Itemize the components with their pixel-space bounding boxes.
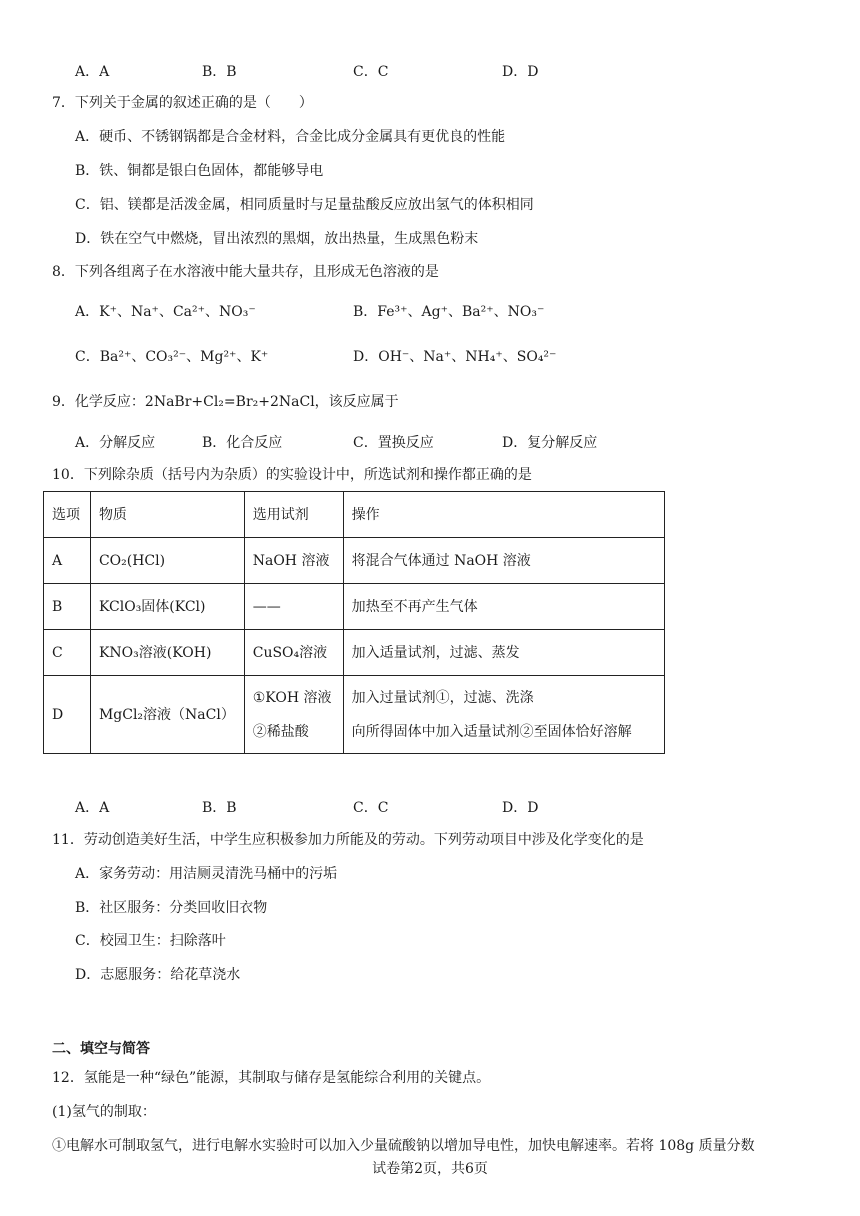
table-row — [44, 630, 665, 676]
q6-option-b: B．B — [202, 64, 237, 80]
cell-operation — [343, 676, 664, 754]
page-footer: 试卷第2页，共6页 — [372, 1161, 488, 1177]
reagent-line-1: ①KOH 溶液 — [252, 689, 332, 706]
q10-option-c: C．C — [353, 800, 389, 816]
q11-option-a: A．家务劳动：用洁厕灵清洗马桶中的污垢 — [75, 866, 338, 882]
q10-stem: 10．下列除杂质（括号内为杂质）的实验设计中，所选试剂和操作都正确的是 — [52, 467, 532, 483]
q12-sub1: (1)氢气的制取： — [52, 1104, 156, 1120]
operation-line-1: 加入过量试剂①，过滤、洗涤 — [351, 689, 534, 706]
table-row — [44, 584, 665, 630]
cell-operation: 加热至不再产生气体 — [343, 584, 664, 630]
q8-stem: 8．下列各组离子在水溶液中能大量共存，且形成无色溶液的是 — [52, 264, 439, 280]
q9-option-c: C．置换反应 — [353, 435, 434, 451]
cell-substance: MgCl₂溶液（NaCl） — [90, 676, 244, 754]
cell-substance: KClO₃固体(KCl) — [90, 584, 244, 630]
q8-option-d: D．OH⁻、Na⁺、NH₄⁺、SO₄²⁻ — [353, 349, 557, 365]
operation-line-2: 向所得固体中加入适量试剂②至固体恰好溶解 — [351, 723, 632, 740]
q8-option-a: A．K⁺、Na⁺、Ca²⁺、NO₃⁻ — [75, 304, 256, 320]
header-substance: 物质 — [90, 492, 244, 538]
cell-reagent: —— — [244, 584, 343, 630]
q9-option-a: A．分解反应 — [75, 435, 156, 451]
table-row — [44, 538, 665, 584]
q7-option-c: C．铝、镁都是活泼金属，相同质量时与足量盐酸反应放出氢气的体积相同 — [75, 197, 534, 213]
q10-option-b: B．B — [202, 800, 237, 816]
q11-option-d: D．志愿服务：给花草浇水 — [75, 967, 241, 983]
q10-option-d: D．D — [502, 800, 539, 816]
q9-stem: 9．化学反应：2NaBr+Cl₂=Br₂+2NaCl，该反应属于 — [52, 394, 399, 410]
cell-reagent: NaOH 溶液 — [244, 538, 343, 584]
table-header-row — [44, 492, 665, 538]
q6-option-d: D．D — [502, 64, 539, 80]
q10-option-a: A．A — [75, 800, 110, 816]
header-reagent: 选用试剂 — [244, 492, 343, 538]
section-title: 二、填空与简答 — [52, 1041, 150, 1057]
cell-reagent — [244, 676, 343, 754]
q7-option-d: D．铁在空气中燃烧，冒出浓烈的黑烟，放出热量，生成黑色粉末 — [75, 231, 479, 247]
q8-option-c: C．Ba²⁺、CO₃²⁻、Mg²⁺、K⁺ — [75, 349, 269, 365]
q7-stem: 7．下列关于金属的叙述正确的是（ ） — [52, 95, 313, 111]
q8-option-b: B．Fe³⁺、Ag⁺、Ba²⁺、NO₃⁻ — [353, 304, 545, 320]
q12-line1: ①电解水可制取氢气，进行电解水实验时可以加入少量硫酸钠以增加导电性，加快电解速率。若将 108g 质量分数 — [52, 1138, 755, 1154]
q9-option-b: B．化合反应 — [202, 435, 283, 451]
q11-option-b: B．社区服务：分类回收旧衣物 — [75, 900, 268, 916]
q7-option-a: A．硬币、不锈钢锅都是合金材料，合金比成分金属具有更优良的性能 — [75, 129, 506, 145]
cell-substance: CO₂(HCl) — [90, 538, 244, 584]
q10-table — [43, 491, 665, 754]
cell-operation: 加入适量试剂，过滤、蒸发 — [343, 630, 664, 676]
table-row — [44, 676, 665, 754]
cell-option: C — [44, 630, 91, 676]
q7-option-b: B．铁、铜都是银白色固体，都能够导电 — [75, 163, 324, 179]
q6-option-a: A．A — [75, 64, 110, 80]
cell-option: D — [44, 676, 91, 754]
cell-substance: KNO₃溶液(KOH) — [90, 630, 244, 676]
cell-reagent: CuSO₄溶液 — [244, 630, 343, 676]
q12-stem: 12．氢能是一种“绿色”能源，其制取与储存是氢能综合利用的关键点。 — [52, 1070, 491, 1086]
reagent-line-2: ②稀盐酸 — [252, 723, 309, 740]
cell-option: B — [44, 584, 91, 630]
cell-operation: 将混合气体通过 NaOH 溶液 — [343, 538, 664, 584]
header-option: 选项 — [44, 492, 91, 538]
q9-option-d: D．复分解反应 — [502, 435, 598, 451]
cell-option: A — [44, 538, 91, 584]
header-operation: 操作 — [343, 492, 664, 538]
q11-option-c: C．校园卫生：扫除落叶 — [75, 933, 226, 949]
q11-stem: 11．劳动创造美好生活，中学生应积极参加力所能及的劳动。下列劳动项目中涉及化学变化的是 — [52, 832, 644, 848]
q6-option-c: C．C — [353, 64, 389, 80]
